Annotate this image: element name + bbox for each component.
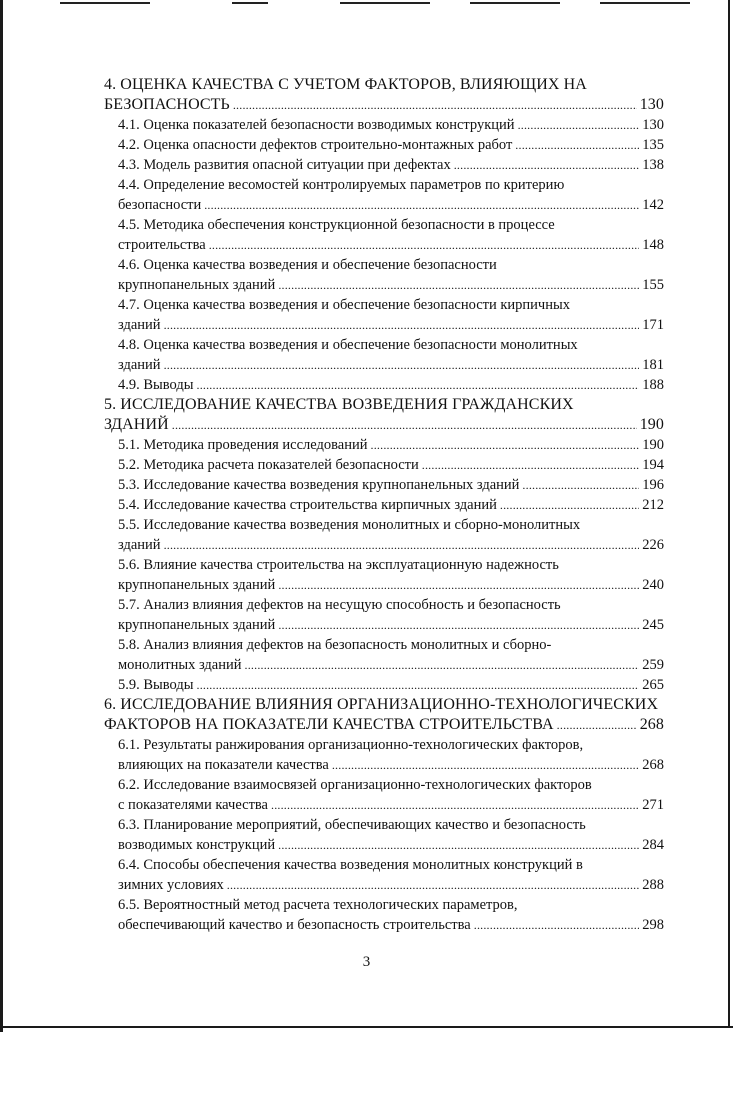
toc-entry — [104, 295, 664, 315]
toc-entry-title: влияющих на показатели качества — [118, 757, 329, 773]
toc-entry-title: 5.8. Анализ влияния дефектов на безопасность монолитных и сборно- — [118, 637, 552, 653]
toc-leader-dots — [233, 95, 637, 115]
toc-entry-title: 4.5. Методика обеспечения конструкционной безопасности в процессе — [118, 217, 555, 233]
toc-entry-title: строительства — [118, 237, 206, 253]
toc-entry-title: 4.1. Оценка показателей безопасности возводимых конструкций — [118, 117, 515, 133]
toc-entry-page: 190 — [642, 437, 664, 453]
toc-leader-dots — [197, 675, 640, 695]
toc-entry-title: крупнопанельных зданий — [118, 617, 276, 633]
toc-entry — [104, 595, 664, 615]
toc-entry-page: 240 — [642, 577, 664, 593]
toc-entry-title: 4.7. Оценка качества возведения и обеспечение безопасности кирпичных — [118, 297, 570, 313]
toc-leader-dots — [422, 455, 639, 475]
toc-entry — [104, 575, 664, 595]
toc-entry — [104, 195, 664, 215]
toc-entry — [104, 135, 664, 155]
toc-entry-page: 130 — [639, 96, 664, 113]
toc-entry-title: 5.1. Методика проведения исследований — [118, 437, 368, 453]
toc-leader-dots — [371, 435, 639, 455]
toc-entry — [104, 875, 664, 895]
toc-entry — [104, 275, 664, 295]
toc-entry — [104, 175, 664, 195]
toc-entry — [104, 435, 664, 455]
toc-leader-dots — [278, 615, 639, 635]
toc-entry-page: 196 — [642, 477, 664, 493]
toc-leader-dots — [515, 135, 639, 155]
toc-entry-title: обеспечивающий качество и безопасность строительства — [118, 917, 471, 933]
toc-entry-title: 4.9. Выводы — [118, 377, 194, 393]
scan-border-top-1 — [60, 2, 150, 4]
toc-entry — [104, 635, 664, 655]
toc-entry-page: 212 — [642, 497, 664, 513]
toc-entry-title: 6. ИССЛЕДОВАНИЕ ВЛИЯНИЯ ОРГАНИЗАЦИОННО-ТЕХНОЛОГИЧЕСКИХ — [104, 696, 659, 713]
toc-entry — [104, 555, 664, 575]
toc-entry-title: с показателями качества — [118, 797, 268, 813]
toc-entry-page: 245 — [642, 617, 664, 633]
scan-border-bottom — [0, 1026, 733, 1028]
toc-leader-dots — [164, 535, 639, 555]
scan-border-top-3 — [340, 2, 430, 4]
toc-entry — [104, 235, 664, 255]
toc-entry-page: 284 — [642, 837, 664, 853]
toc-entry — [104, 255, 664, 275]
toc-entry-title: ФАКТОРОВ НА ПОКАЗАТЕЛИ КАЧЕСТВА СТРОИТЕЛЬСТВА — [104, 716, 554, 733]
toc-entry-title: 5. ИССЛЕДОВАНИЕ КАЧЕСТВА ВОЗВЕДЕНИЯ ГРАЖДАНСКИХ — [104, 396, 574, 413]
toc-entry — [104, 655, 664, 675]
toc-entry — [104, 155, 664, 175]
table-of-contents — [104, 75, 664, 935]
toc-entry-page: 226 — [642, 537, 664, 553]
page-number: 3 — [362, 954, 371, 970]
toc-entry-page: 138 — [642, 157, 664, 173]
toc-leader-dots — [164, 355, 639, 375]
toc-entry-title: 5.9. Выводы — [118, 677, 194, 693]
toc-entry — [104, 335, 664, 355]
toc-leader-dots — [522, 475, 639, 495]
toc-entry-title: 6.2. Исследование взаимосвязей организационно-технологических факторов — [118, 777, 592, 793]
toc-entry — [104, 795, 664, 815]
toc-entry — [104, 735, 664, 755]
toc-leader-dots — [172, 415, 637, 435]
toc-entry — [104, 535, 664, 555]
toc-entry-page: 181 — [642, 357, 664, 373]
toc-entry-page: 268 — [642, 757, 664, 773]
toc-entry — [104, 415, 664, 435]
toc-entry-page: 271 — [642, 797, 664, 813]
toc-entry-title: 5.5. Исследование качества возведения монолитных и сборно-монолитных — [118, 517, 581, 533]
toc-entry — [104, 455, 664, 475]
toc-entry-title: зданий — [118, 357, 161, 373]
toc-entry — [104, 475, 664, 495]
toc-entry-page: 155 — [642, 277, 664, 293]
toc-leader-dots — [197, 375, 640, 395]
toc-leader-dots — [245, 655, 639, 675]
toc-leader-dots — [500, 495, 639, 515]
toc-entry-title: зданий — [118, 317, 161, 333]
scan-border-top-5 — [600, 2, 690, 4]
toc-leader-dots — [557, 715, 637, 735]
toc-entry-page: 135 — [642, 137, 664, 153]
scan-border-left — [0, 0, 3, 1032]
toc-entry-title: монолитных зданий — [118, 657, 242, 673]
toc-entry-title: 6.3. Планирование мероприятий, обеспечивающих качество и безопасность — [118, 817, 586, 833]
toc-entry-title: 4. ОЦЕНКА КАЧЕСТВА С УЧЕТОМ ФАКТОРОВ, ВЛИЯЮЩИХ НА — [104, 76, 587, 93]
toc-entry-page: 190 — [639, 416, 664, 433]
toc-entry — [104, 515, 664, 535]
toc-entry-page: 288 — [642, 877, 664, 893]
toc-entry-title: возводимых конструкций — [118, 837, 276, 853]
toc-entry — [104, 315, 664, 335]
toc-entry — [104, 615, 664, 635]
toc-entry-title: 5.7. Анализ влияния дефектов на несущую способность и безопасность — [118, 597, 561, 613]
toc-entry-title: 4.3. Модель развития опасной ситуации при дефектах — [118, 157, 451, 173]
toc-leader-dots — [204, 195, 639, 215]
toc-entry — [104, 95, 664, 115]
scan-border-top-4 — [470, 2, 560, 4]
toc-entry — [104, 675, 664, 695]
toc-entry-page: 268 — [639, 716, 664, 733]
toc-entry-title: 5.4. Исследование качества строительства кирпичных зданий — [118, 497, 497, 513]
toc-entry-page: 171 — [642, 317, 664, 333]
toc-entry-title: ЗДАНИЙ — [104, 416, 169, 433]
toc-entry-title: 5.2. Методика расчета показателей безопасности — [118, 457, 419, 473]
toc-entry-page: 142 — [642, 197, 664, 213]
toc-entry-title: крупнопанельных зданий — [118, 277, 276, 293]
toc-leader-dots — [474, 915, 639, 935]
toc-entry-title: зданий — [118, 537, 161, 553]
toc-leader-dots — [209, 235, 639, 255]
toc-entry-page: 148 — [642, 237, 664, 253]
toc-entry-title: крупнопанельных зданий — [118, 577, 276, 593]
toc-entry — [104, 915, 664, 935]
toc-entry — [104, 375, 664, 395]
scan-border-top-2 — [232, 2, 268, 4]
toc-entry-title: 4.8. Оценка качества возведения и обеспечение безопасности монолитных — [118, 337, 578, 353]
toc-leader-dots — [278, 835, 639, 855]
toc-entry-title: 4.4. Определение весомостей контролируемых параметров по критерию — [118, 177, 565, 193]
toc-entry-title: 6.4. Способы обеспечения качества возведения монолитных конструкций в — [118, 857, 583, 873]
toc-leader-dots — [278, 575, 639, 595]
toc-entry-page: 130 — [642, 117, 664, 133]
toc-entry — [104, 395, 664, 415]
toc-entry — [104, 895, 664, 915]
toc-entry-title: 4.6. Оценка качества возведения и обеспечение безопасности — [118, 257, 497, 273]
toc-leader-dots — [278, 275, 639, 295]
toc-entry — [104, 855, 664, 875]
toc-entry — [104, 695, 664, 715]
toc-leader-dots — [164, 315, 639, 335]
toc-entry-page: 188 — [642, 377, 664, 393]
toc-entry — [104, 355, 664, 375]
toc-entry-page: 194 — [642, 457, 664, 473]
toc-entry-title: зимних условиях — [118, 877, 224, 893]
toc-entry-title: 5.6. Влияние качества строительства на эксплуатационную надежность — [118, 557, 559, 573]
toc-entry — [104, 815, 664, 835]
toc-entry — [104, 215, 664, 235]
toc-entry — [104, 75, 664, 95]
toc-entry-title: 6.1. Результаты ранжирования организационно-технологических факторов, — [118, 737, 584, 753]
toc-entry-title: безопасности — [118, 197, 202, 213]
toc-leader-dots — [271, 795, 639, 815]
toc-entry-title: 5.3. Исследование качества возведения крупнопанельных зданий — [118, 477, 520, 493]
toc-entry — [104, 495, 664, 515]
toc-leader-dots — [227, 875, 639, 895]
toc-entry — [104, 115, 664, 135]
toc-entry — [104, 835, 664, 855]
toc-entry — [104, 755, 664, 775]
toc-entry-page: 265 — [642, 677, 664, 693]
toc-leader-dots — [332, 755, 639, 775]
toc-entry-title: 4.2. Оценка опасности дефектов строительно-монтажных работ — [118, 137, 513, 153]
scan-border-right — [728, 0, 730, 1028]
toc-entry-page: 259 — [642, 657, 664, 673]
toc-entry-page: 298 — [642, 917, 664, 933]
toc-entry-title: БЕЗОПАСНОСТЬ — [104, 96, 230, 113]
toc-entry — [104, 715, 664, 735]
toc-leader-dots — [454, 155, 639, 175]
toc-leader-dots — [518, 115, 639, 135]
toc-entry — [104, 775, 664, 795]
toc-entry-title: 6.5. Вероятностный метод расчета технологических параметров, — [118, 897, 518, 913]
